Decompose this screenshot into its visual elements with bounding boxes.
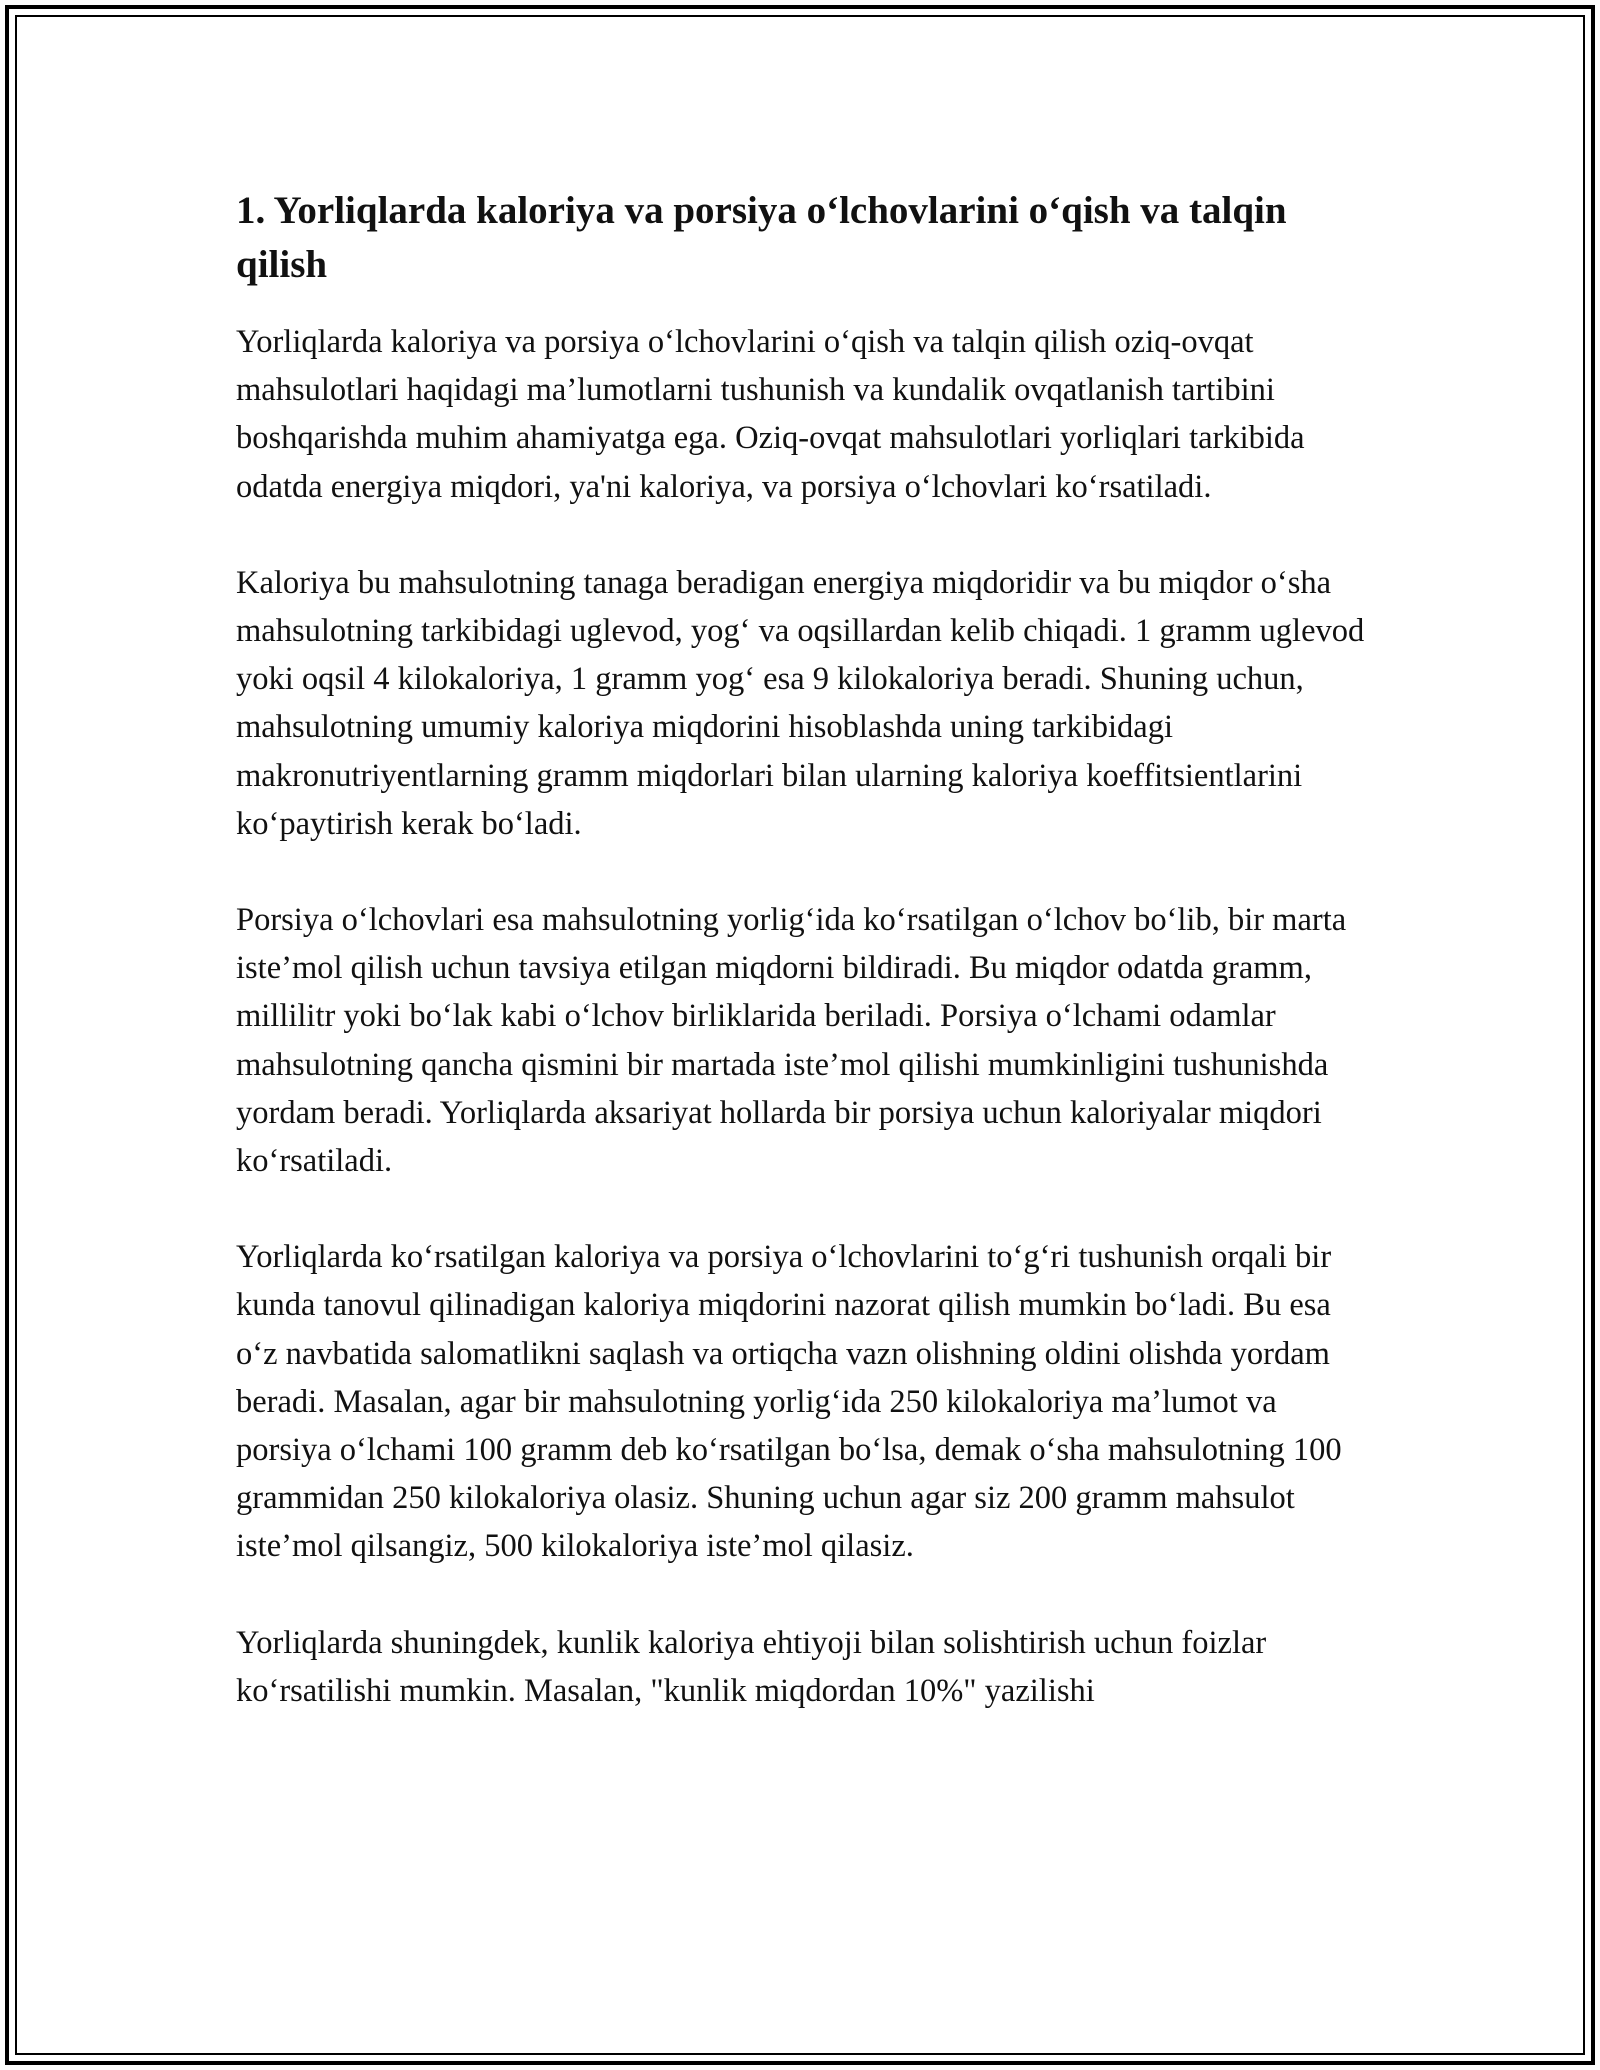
paragraph-daily-percent: Yorliqlarda shuningdek, kunlik kaloriya ehtiyoji bilan solishtirish uchun foizlar ko‘rsatilishi mumkin. Masalan, "kunlik miqdordan 10%" yazilishi [236,1624,1267,1709]
paragraph-intro: Yorliqlarda kaloriya va porsiya o‘lchovlarini o‘qish va talqin qilish oziq-ovqat mahsulotlari haqidagi ma’lumotlarni tushunish va kundalik ovqatlanish tartibini boshqarishda muhim ahamiyatga ega. Oziq-ovqat mahsulotlari yorliqlari tarkibida odatda energiya miqdori, ya'ni kaloriya, va porsiya o‘lchovlari ko‘rsatiladi. [236,324,1305,505]
paragraph-calories: Kaloriya bu mahsulotning tanaga beradigan energiya miqdoridir va bu miqdor o‘sha mahsulotning tarkibidagi uglevod, yog‘ va oqsillardan kelib chiqadi. 1 gramm uglevod yoki oqsil 4 kilokaloriya, 1 gramm yog‘ esa 9 kilokaloriya beradi. Shuning uchun, mahsulotning umumiy kaloriya miqdorini hisoblashda uning tarkibidagi makronutriyentlarning gramm miqdorlari bilan ularning kaloriya koeffitsientlarini ko‘paytirish kerak bo‘ladi. [236,564,1365,842]
document-body [236,184,1366,1763]
section-heading: 1. Yorliqlarda kaloriya va porsiya o‘lchovlarini o‘qish va talqin qilish [236,189,1287,286]
paragraph-portion-size: Porsiya o‘lchovlari esa mahsulotning yorlig‘ida ko‘rsatilgan o‘lchov bo‘lib, bir marta iste’mol qilish uchun tavsiya etilgan miqdorni bildiradi. Bu miqdor odatda gramm, millilitr yoki bo‘lak kabi o‘lchov birliklarida beriladi. Porsiya o‘lchami odamlar mahsulotning qancha qismini bir martada iste’mol qilishi mumkinligini tushunishda yordam beradi. Yorliqlarda aksariyat hollarda bir porsiya uchun kaloriyalar miqdori ko‘rsatiladi. [236,902,1347,1180]
paragraph-example: Yorliqlarda ko‘rsatilgan kaloriya va porsiya o‘lchovlarini to‘g‘ri tushunish orqali bir kunda tanovul qilinadigan kaloriya miqdorini nazorat qilish mumkin bo‘ladi. Bu esa o‘z navbatida salomatlikni saqlash va ortiqcha vazn olishning oldini olishda yordam beradi. Masalan, agar bir mahsulotning yorlig‘ida 250 kilokaloriya ma’lumot va porsiya o‘lchami 100 gramm deb ko‘rsatilgan bo‘lsa, demak o‘sha mahsulotning 100 grammidan 250 kilokaloriya olasiz. Shuning uchun agar siz 200 gramm mahsulot iste’mol qilsangiz, 500 kilokaloriya iste’mol qilasiz. [236,1239,1342,1565]
